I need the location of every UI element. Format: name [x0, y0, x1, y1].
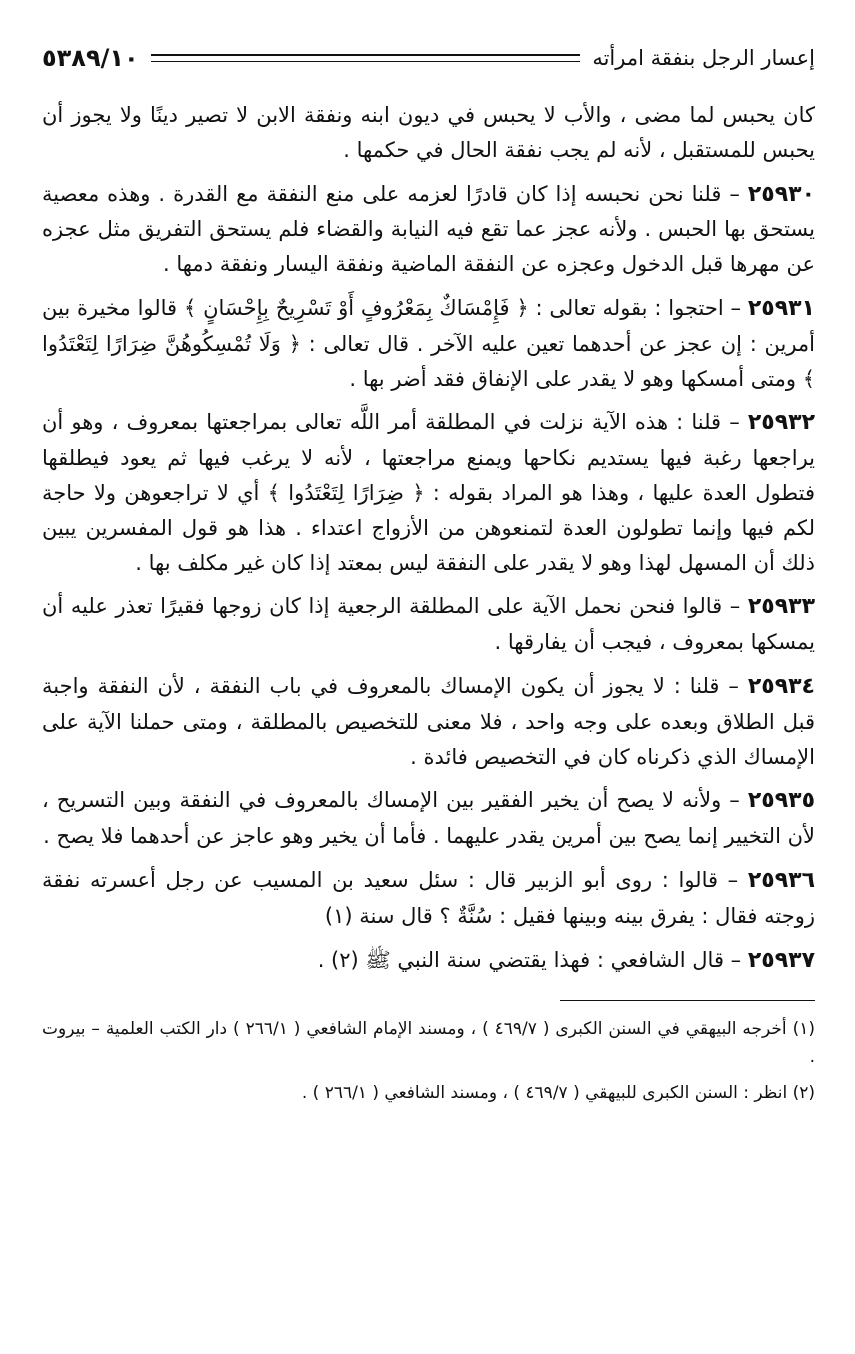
running-header: [42, 38, 815, 78]
footnote-separator: [560, 1000, 815, 1001]
paragraph-text: – قالوا : روى أبو الزبير قال : سئل سعيد بن المسيب عن رجل أعسرته نفقة زوجته فقال : يفرق بينه وبينها فقيل : سُنَّةٌ ؟ قال سنة (١): [42, 867, 815, 928]
footnote-1: (١) أخرجه البيهقي في السنن الكبرى ( ٤٦٩/٧ ) ، ومسند الإمام الشافعي ( ٢٦٦/١ ) دار الكتب العلمية – بيروت .: [42, 1019, 816, 1068]
header-rule: [151, 54, 581, 62]
paragraph-number: ٢٥٩٣١: [747, 295, 815, 321]
paragraph-25935: [42, 783, 815, 854]
paragraph-text: – قال الشافعي : فهذا يقتضي سنة النبي ﷺ (٢) .: [317, 947, 742, 972]
paragraph-25934: [42, 669, 815, 774]
header-page-ref: ٥٣٨٩/١٠: [42, 44, 139, 72]
paragraph-25930: [42, 177, 815, 282]
book-page: [42, 38, 815, 1328]
paragraph-25932: [42, 405, 815, 580]
header-title: إعسار الرجل بنفقة امرأته: [592, 46, 815, 70]
paragraph-text: – قالوا فنحن نحمل الآية على المطلقة الرجعية إذا كان زوجها فقيرًا تعذر عليه أن يمسكها بمعروف ، فيجب أن يفارقها .: [42, 594, 815, 655]
main-text: [42, 98, 815, 978]
paragraph-text: كان يحبس لما مضى ، والأب لا يحبس في ديون ابنه ونفقة الابن لا تصير دينًا ولا يجوز أن يحبس للمستقبل ، لأنه لم يجب نفقة الحال في حكمها .: [42, 103, 815, 162]
paragraph-number: ٢٥٩٣٧: [747, 947, 815, 973]
paragraph-25933: [42, 589, 815, 660]
paragraph-25936: [42, 863, 815, 934]
footnote-2: (٢) انظر : السنن الكبرى للبيهقي ( ٤٦٩/٧ ) ، ومسند الشافعي ( ٢٦٦/١ ) .: [301, 1083, 815, 1104]
paragraph-25937: [42, 943, 815, 979]
paragraph-number: ٢٥٩٣٣: [747, 594, 815, 620]
paragraph-continuation: [42, 98, 815, 168]
paragraph-number: ٢٥٩٣٦: [747, 867, 815, 893]
paragraph-number: ٢٥٩٣٥: [747, 788, 815, 814]
paragraph-text: – قلنا نحن نحبسه إذا كان قادرًا لعزمه على منع النفقة مع القدرة . وهذه معصية يستحق بها الحبس . ولأنه عجز عما تقع فيه النيابة والقضاء فلم يستحق التفريق مثل عجزه عن مهرها قبل الدخول وعجزه عن النفقة الماضية ونفقة اليسار ونفقة دمها .: [42, 181, 815, 277]
paragraph-text: – قلنا : لا يجوز أن يكون الإمساك بالمعروف في باب النفقة ، لأن النفقة واجبة قبل الطلاق وبعده على وجه واحد ، فلا معنى للتخصيص بالمطلقة ، ومتى حملنا الآية على الإمساك الذي ذكرناه كان في التخصيص فائدة .: [42, 673, 815, 769]
paragraph-text: – احتجوا : بقوله تعالى : ﴿ فَإِمْسَاكٌ بِمَعْرُوفٍ أَوْ تَسْرِيحٌ بِإِحْسَانٍ ﴾ قالوا مخيرة بين أمرين : إن عجز عن أحدهما تعين عليه الآخر . قال تعالى : ﴿ وَلَا تُمْسِكُوهُنَّ ضِرَارًا لِتَعْتَدُوا ﴾ ومتى أمسكها وهو لا يقدر على الإنفاق فقد أضر بها .: [42, 295, 815, 391]
paragraph-number: ٢٥٩٣٤: [747, 673, 815, 699]
footnotes: [42, 1015, 815, 1107]
paragraph-text: – قلنا : هذه الآية نزلت في المطلقة أمر اللَّه تعالى بمراجعتها بمعروف ، وهو أن يراجعها رغبة فيها يستديم نكاحها ويمنع مراجعتها ، لأنه لا يرغب فيها ثم يعود فيطلقها فتطول العدة عليها ، وهذا هو المراد بقوله : ﴿ ضِرَارًا لِتَعْتَدُوا ﴾ أي لا تراجعوهن ولا حاجة لكم فيها وإنما تطولون العدة لتمنعوهن من الأزواج اعتداء . هذا هو قول المفسرين يبين ذلك أن المسهل لهذا وهو لا يقدر على النفقة ليس بمعتد إذا كان غير مكلف بها .: [42, 410, 815, 575]
paragraph-25931: [42, 291, 815, 396]
paragraph-number: ٢٥٩٣٢: [747, 410, 815, 436]
paragraph-text: – ولأنه لا يصح أن يخير الفقير بين الإمساك بالمعروف في النفقة وبين التسريح ، لأن التخيير إنما يصح بين أمرين يقدر عليهما . فأما أن يخير وهو عاجز عن أحدهما فلا يصح .: [42, 788, 815, 849]
paragraph-number: ٢٥٩٣٠: [747, 181, 815, 207]
